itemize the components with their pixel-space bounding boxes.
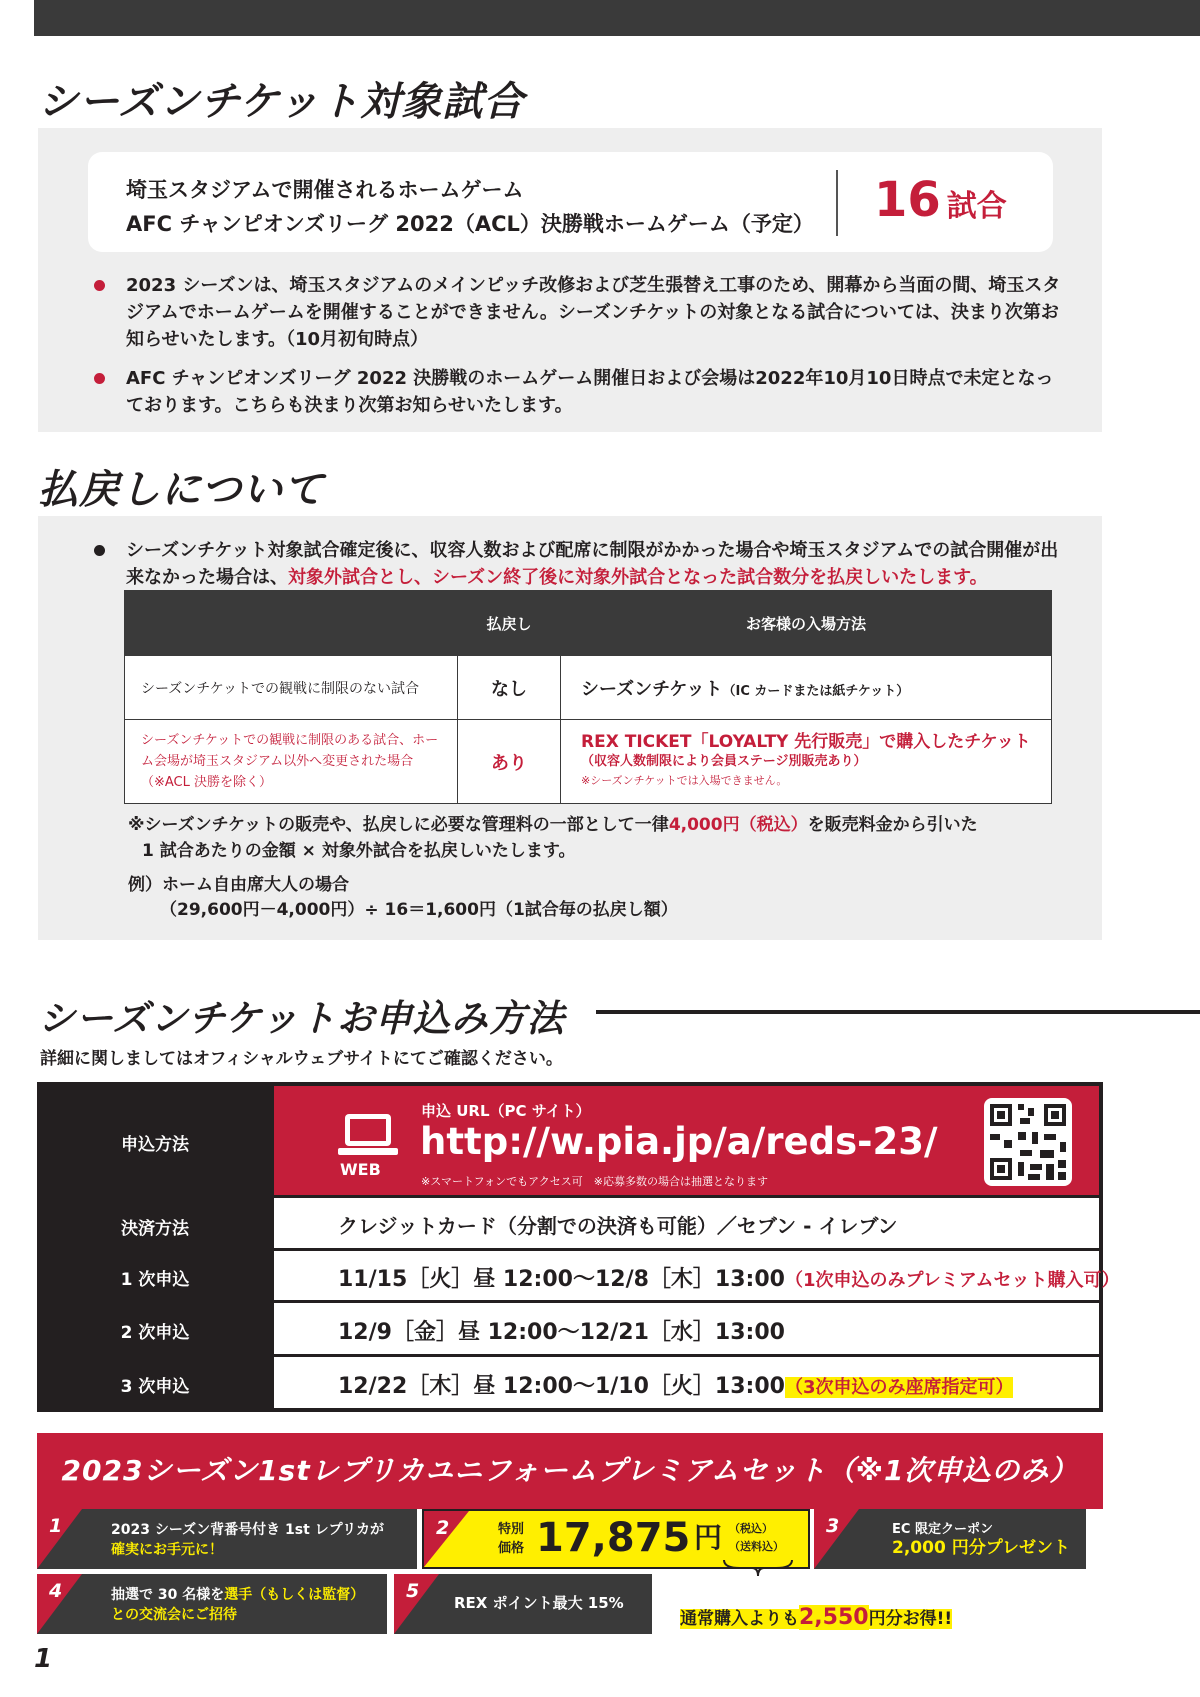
url-note: ※スマートフォンでもアクセス可 ※応募多数の場合は抽選となります: [421, 1175, 769, 1188]
premium-price-yen: 円: [694, 1521, 723, 1554]
table-row: [125, 720, 1052, 804]
card-line-home-games: 埼玉スタジアムで開催されるホームゲーム: [126, 178, 524, 202]
refund-row2-method: [561, 720, 1052, 804]
bullet-dot-icon: [94, 545, 105, 556]
savings-note: [680, 1604, 952, 1630]
target-bullet-2-text: AFC チャンピオンズリーグ 2022 決勝戦のホームゲーム開催日および会場は2022年10月10日時点で未定となっております。こちらも決まり次第お知らせいたします。: [126, 368, 1054, 416]
payment-value-cell: [274, 1198, 1099, 1248]
refund-row2-method-note: ※シーズンチケットでは入場できません。: [581, 774, 788, 787]
example-calc: （29,600円－4,000円）÷ 16＝1,600円（1試合毎の払戻し額）: [160, 900, 678, 920]
refund-header-refund: 払戻し: [458, 591, 561, 656]
benefit-4-line1a: 抽選で 30 名様を: [111, 1587, 225, 1603]
laptop-icon: [336, 1112, 400, 1156]
match-count: [874, 172, 1007, 228]
table-row: [125, 656, 1052, 720]
second-application-cell: [274, 1303, 1099, 1354]
premium-benefit-3: [814, 1509, 1086, 1569]
benefit-4-line1b: 選手（もしくは監督）: [224, 1587, 365, 1603]
benefit-3-line2: 2,000 円分プレゼント: [892, 1538, 1071, 1558]
card-line-acl: AFC チャンピオンズリーグ 2022（ACL）決勝戦ホームゲーム（予定）: [126, 212, 814, 236]
savings-b: 円分お得!!: [868, 1609, 953, 1629]
label-payment: 決済方法: [121, 1219, 189, 1239]
match-count-number: 16: [874, 172, 941, 228]
target-bullet-1: [88, 272, 1061, 362]
label-first-application: 1 次申込: [120, 1270, 190, 1290]
label-method: 申込方法: [121, 1135, 189, 1155]
benefit-4-line1: [111, 1586, 364, 1605]
card-divider: [836, 170, 838, 236]
benefit-3-line1: EC 限定クーポン: [892, 1522, 993, 1537]
fee-note-line2: 1 試合あたりの金額 × 対象外試合を払戻しいたします。: [142, 841, 576, 861]
bullet-dot-icon: [94, 280, 105, 291]
label-third-application: 3 次申込: [120, 1377, 190, 1397]
refund-table-header: [125, 591, 1052, 656]
second-application-value: 12/9［金］昼 12:00～12/21［水］13:00: [338, 1320, 785, 1345]
page-number: 1: [34, 1644, 53, 1674]
refund-header-empty: [125, 591, 458, 656]
refund-bullet-prefix: シーズンチケット対象試合確定後に、収容人数および配席に制限がかかった場合や埼玉スタジアムでの試合開催が出来なかった場合は、: [126, 540, 1059, 588]
first-application-note: （1次申込のみプレミアムセット購入可）: [784, 1270, 1120, 1291]
premium-benefit-1: [37, 1509, 417, 1569]
first-application-value: [338, 1262, 1120, 1293]
benefit-number: 5: [406, 1580, 420, 1602]
label-second-application: 2 次申込: [120, 1323, 190, 1343]
first-application-cell: [274, 1251, 1120, 1300]
refund-row1-method-small: （IC カードまたは紙チケット）: [722, 683, 910, 699]
payment-value: クレジットカード（分割での決済も可能）／セブン - イレブン: [338, 1214, 898, 1238]
example-label: 例）ホーム自由席大人の場合: [128, 875, 349, 895]
refund-row1-condition: シーズンチケットでの観戦に制限のない試合: [125, 656, 458, 720]
refund-table: [124, 590, 1052, 804]
third-application-date: 12/22［木］昼 12:00～1/10［火］13:00: [338, 1374, 785, 1399]
fee-note-line1: [128, 810, 978, 835]
premium-benefit-4: [37, 1574, 387, 1634]
web-cell: [274, 1086, 1099, 1195]
savings-a: 通常購入よりも: [680, 1609, 799, 1629]
refund-row2-method-main: REX TICKET「LOYALTY 先行販売」で購入したチケット: [581, 732, 1031, 752]
savings-amount: 2,550: [799, 1605, 869, 1630]
refund-bullet-red: 対象外試合とし、シーズン終了後に対象外試合となった試合数分を払戻しいたします。: [288, 567, 988, 588]
premium-tax: （税込）: [729, 1522, 773, 1535]
benefit-4-line2: との交流会にご招待: [111, 1607, 237, 1623]
section-title-application: シーズンチケットお申込み方法: [38, 997, 565, 1040]
fee-note-red: 4,000円（税込）: [668, 815, 808, 835]
third-application-value: [338, 1369, 1013, 1400]
section-title-target-matches: シーズンチケット対象試合: [38, 79, 525, 125]
application-url-link[interactable]: http://w.pia.jp/a/reds-23/: [420, 1120, 938, 1163]
web-label: WEB: [340, 1160, 381, 1179]
fee-note-b: を販売料金から引いた: [807, 815, 978, 835]
benefit-number: 1: [49, 1515, 63, 1537]
refund-bullet-text: [126, 537, 1061, 591]
refund-row2-refund: あり: [458, 720, 561, 804]
fee-note-a: ※シーズンチケットの販売や、払戻しに必要な管理料の一部として一律: [128, 815, 669, 835]
refund-row1-refund: なし: [458, 656, 561, 720]
price-label-2: 価格: [498, 1541, 525, 1556]
third-application-note: （3次申込のみ座席指定可）: [784, 1377, 1014, 1398]
bullet-dot-icon: [94, 373, 105, 384]
target-bullet-1-text: 2023 シーズンは、埼玉スタジアムのメインピッチ改修および芝生張替え工事のため、開幕から当面の間、埼玉スタジアムでホームゲームを開催することができません。シーズンチケットの対象となる試合については、決まり次第お知らせいたします。（10月初旬時点）: [126, 275, 1061, 350]
refund-row1-method-main: シーズンチケット: [581, 678, 723, 700]
premium-benefit-5: [394, 1574, 652, 1634]
application-subnote: 詳細に関しましてはオフィシャルウェブサイトにてご確認ください。: [40, 1049, 563, 1069]
benefit-number: 2: [436, 1517, 450, 1539]
refund-row2-condition: シーズンチケットでの観戦に制限のある試合、ホーム会場が埼玉スタジアム以外へ変更された場合（※ACL 決勝を除く）: [125, 720, 458, 804]
refund-header-entry: お客様の入場方法: [561, 591, 1052, 656]
target-matches-card: [88, 152, 1053, 252]
application-table: [37, 1082, 1120, 1412]
price-label-1: 特別: [498, 1522, 525, 1537]
section-title-refund: 払戻しについて: [38, 467, 325, 513]
url-label: 申込 URL（PC サイト）: [421, 1102, 591, 1120]
benefit-number: 4: [49, 1580, 63, 1602]
benefit-1-line2: 確実にお手元に！: [111, 1542, 223, 1558]
match-count-unit: 試合: [946, 189, 1007, 224]
benefit-number: 3: [826, 1515, 840, 1537]
refund-row2-method-sub: （収容人数制限により会員ステージ別販売あり）: [581, 754, 867, 769]
top-bar: [34, 0, 1200, 36]
qr-code-icon: [984, 1098, 1072, 1186]
target-matches-panel: [38, 128, 1102, 432]
premium-price: 17,875: [536, 1515, 691, 1561]
benefit-5-text: REX ポイント最大 15%: [454, 1594, 624, 1612]
section-title-rule: [596, 1010, 1200, 1014]
premium-set-banner: 2023シーズン1stレプリカユニフォームプレミアムセット（※1次申込のみ）: [37, 1433, 1103, 1509]
target-bullet-2: [88, 365, 1056, 425]
first-application-date: 11/15［火］昼 12:00～12/8［木］13:00: [338, 1267, 785, 1292]
third-application-cell: [274, 1357, 1099, 1408]
refund-row1-method: [561, 656, 1052, 720]
brace-icon: [722, 1558, 794, 1578]
refund-bullet: [88, 537, 1059, 597]
benefit-1-line1: 2023 シーズン背番号付き 1st レプリカが: [111, 1522, 384, 1538]
premium-shipping: （送料込）: [729, 1540, 784, 1553]
